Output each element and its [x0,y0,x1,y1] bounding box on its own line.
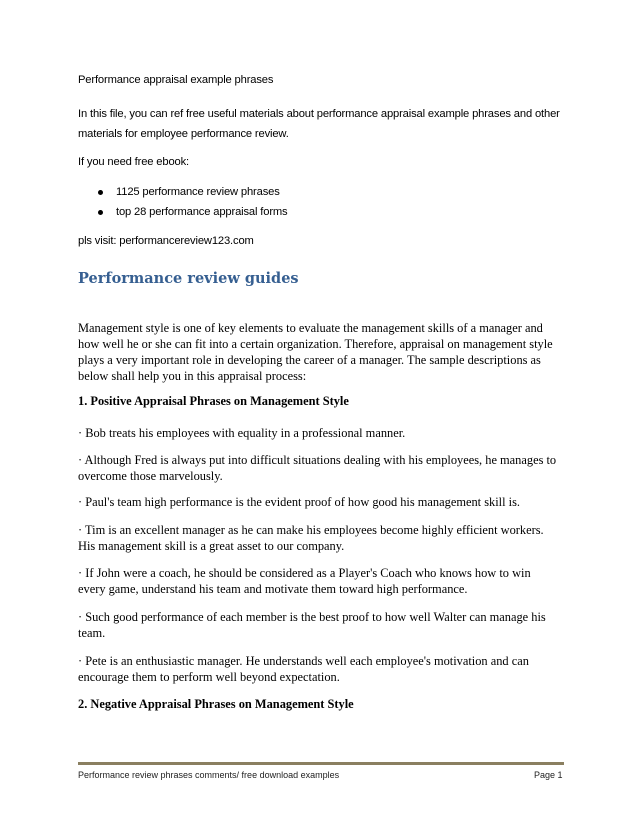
paragraph-line: team. [78,626,106,640]
intro-line-2: materials for employee performance review. [78,128,289,140]
phrase-paragraph [78,609,568,641]
section-1-title: 1. Positive Appraisal Phrases on Management Style [78,394,349,408]
paragraph-line: His management skill is a great asset to our company. [78,539,345,553]
bullet-dot-icon [98,210,103,215]
phrase-paragraph [78,452,568,484]
need-ebook-text: If you need free ebook: [78,156,189,168]
page-number: Page 1 [534,770,563,780]
paragraph-line: · Such good performance of each member is the best proof to how well Walter can manage his [78,610,546,624]
paragraph-line: how well he or she can fit into a certain organization. Therefore, appraisal on management style [78,337,553,351]
bullet-dot-icon [98,190,103,195]
bullet-text: 1125 performance review phrases [116,186,280,198]
paragraph-line: below shall help you in this appraisal process: [78,369,307,383]
paragraph-line: · Pete is an enthusiastic manager. He understands well each employee's motivation and can [78,654,529,668]
document-title: Performance appraisal example phrases [78,74,274,86]
phrase-paragraph [78,522,568,554]
paragraph-line: overcome those marvelously. [78,469,223,483]
phrase-paragraph [78,653,568,685]
phrase-paragraph [78,494,568,510]
phrase-paragraph [78,565,568,597]
paragraph-line: · Tim is an excellent manager as he can make his employees become highly efficient workers. [78,523,544,537]
paragraph-line: every game, understand his team and motivate them toward high performance. [78,582,468,596]
phrase-paragraph [78,425,568,441]
section-2-title: 2. Negative Appraisal Phrases on Management Style [78,697,354,711]
paragraph-line: · Although Fred is always put into difficult situations dealing with his employees, he manages to [78,453,557,467]
footer-divider [78,762,564,765]
body-intro-paragraph [78,320,568,384]
paragraph-line: · Paul's team high performance is the evident proof of how good his management skill is. [78,495,521,509]
section-heading: Performance review guides [78,270,299,287]
paragraph-line: plays a very important role in developing the career of a manager. The sample descriptions as [78,353,541,367]
paragraph-line: · Bob treats his employees with equality in a professional manner. [78,426,406,440]
visit-link-text[interactable]: pls visit: performancereview123.com [78,235,254,247]
paragraph-line: · If John were a coach, he should be considered as a Player's Coach who knows how to win [78,566,531,580]
bullet-text: top 28 performance appraisal forms [116,206,288,218]
intro-line-1: In this file, you can ref free useful materials about performance appraisal example phrases and other [78,108,560,120]
paragraph-line: Management style is one of key elements to evaluate the management skills of a manager and [78,321,543,335]
paragraph-line: encourage them to perform well beyond expectation. [78,670,340,684]
footer-text: Performance review phrases comments/ free download examples [78,770,340,780]
